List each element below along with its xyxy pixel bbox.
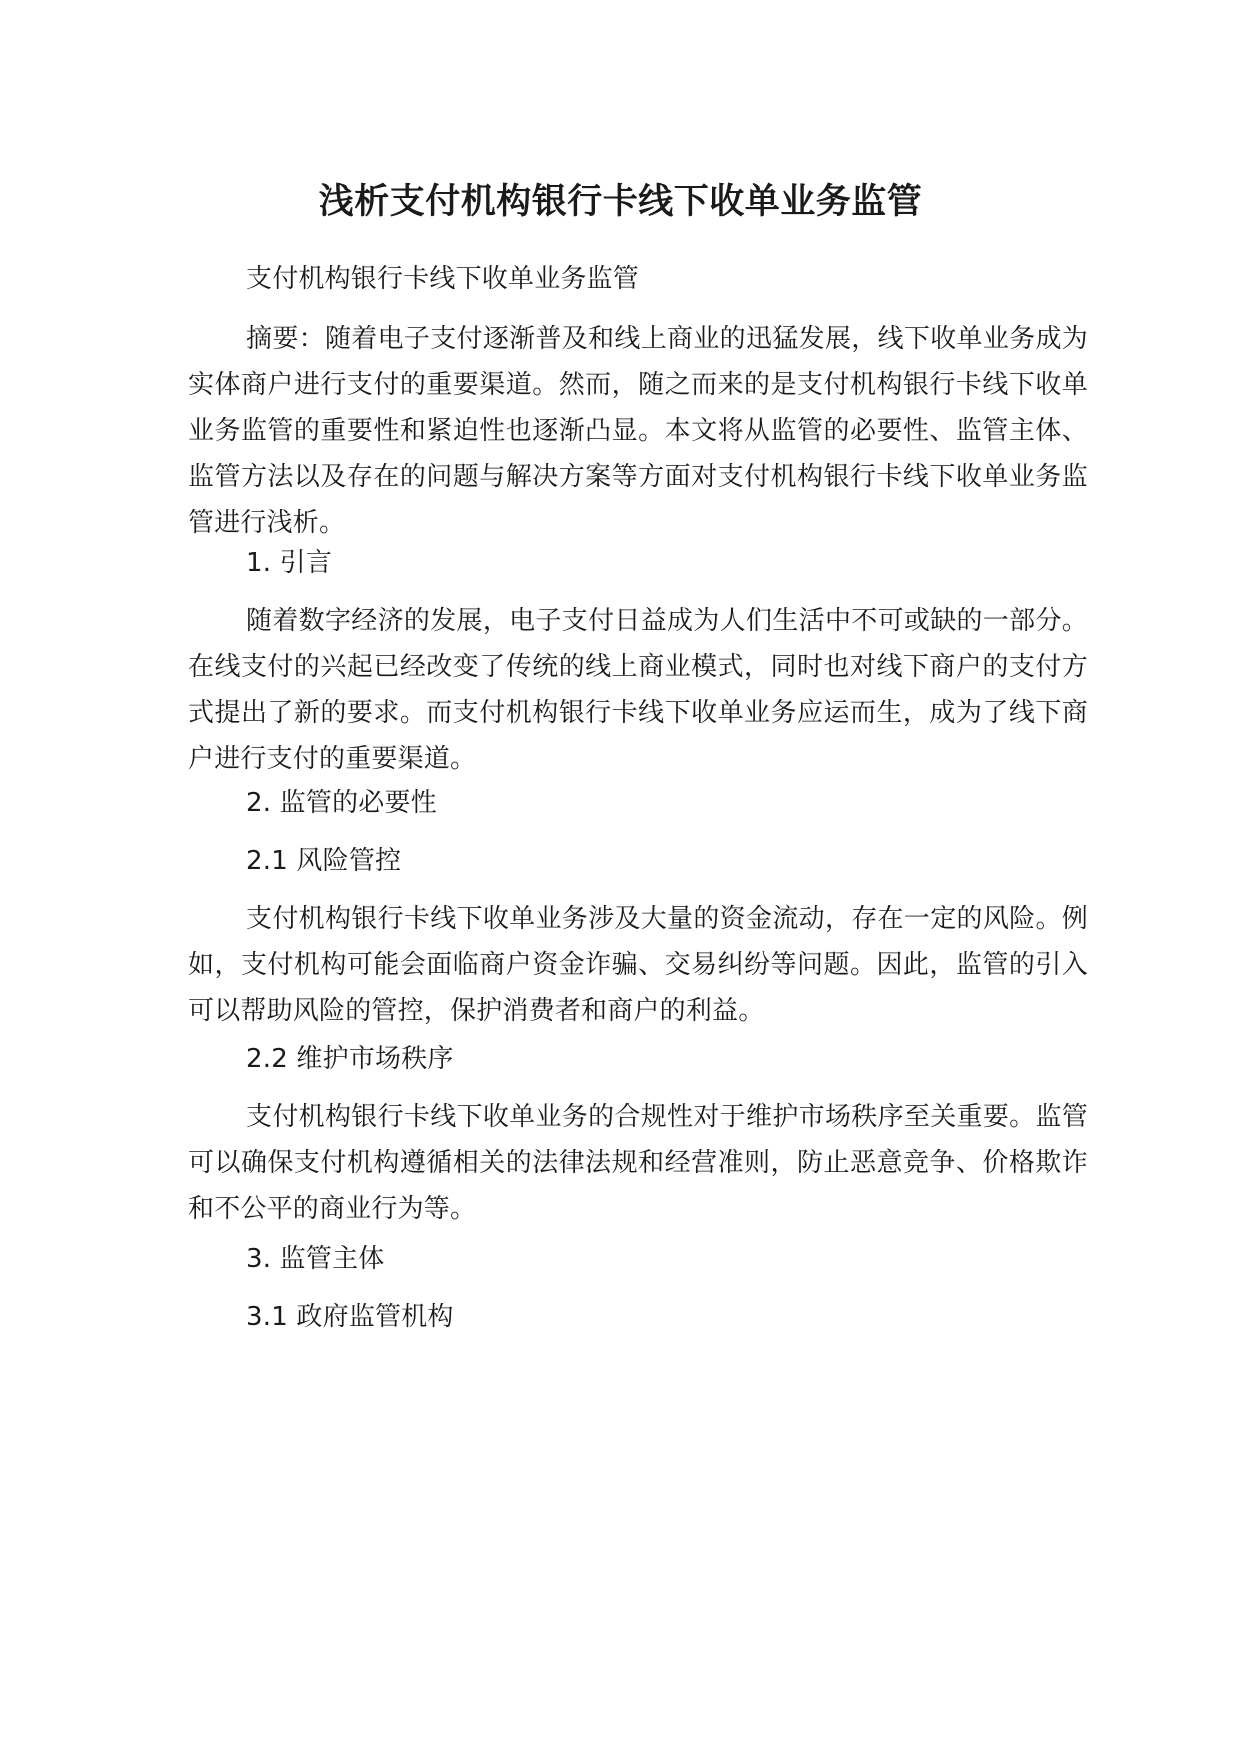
section-heading-introduction: 1. 引言 xyxy=(246,548,333,578)
subsection-heading-government-regulators: 3.1 政府监管机构 xyxy=(246,1302,454,1332)
section-heading-regulators: 3. 监管主体 xyxy=(246,1244,385,1274)
abstract-paragraph: 摘要：随着电子支付逐渐普及和线上商业的迅猛发展，线下收单业务成为实体商户进行支付的重要渠道。然而，随之而来的是支付机构银行卡线下收单业务监管的重要性和紧迫性也逐渐凸显。本文将从监管的必要性、监管主体、监管方法以及存在的问题与解决方案等方面对支付机构银行卡线下收单业务监管进行浅析。 xyxy=(188,324,1088,538)
subsection-heading-market-order: 2.2 维护市场秩序 xyxy=(246,1044,454,1074)
document-title: 浅析支付机构银行卡线下收单业务监管 xyxy=(318,182,923,222)
risk-control-paragraph: 支付机构银行卡线下收单业务涉及大量的资金流动，存在一定的风险。例如，支付机构可能会面临商户资金诈骗、交易纠纷等问题。因此，监管的引入可以帮助风险的管控，保护消费者和商户的利益。 xyxy=(188,904,1088,1026)
subsection-heading-risk-control: 2.1 风险管控 xyxy=(246,846,402,876)
section-heading-necessity: 2. 监管的必要性 xyxy=(246,788,437,818)
document-subtitle: 支付机构银行卡线下收单业务监管 xyxy=(246,264,640,294)
introduction-paragraph: 随着数字经济的发展，电子支付日益成为人们生活中不可或缺的一部分。在线支付的兴起已经改变了传统的线上商业模式，同时也对线下商户的支付方式提出了新的要求。而支付机构银行卡线下收单业务应运而生，成为了线下商户进行支付的重要渠道。 xyxy=(188,606,1088,774)
market-order-paragraph: 支付机构银行卡线下收单业务的合规性对于维护市场秩序至关重要。监管可以确保支付机构遵循相关的法律法规和经营准则，防止恶意竞争、价格欺诈和不公平的商业行为等。 xyxy=(188,1102,1088,1224)
